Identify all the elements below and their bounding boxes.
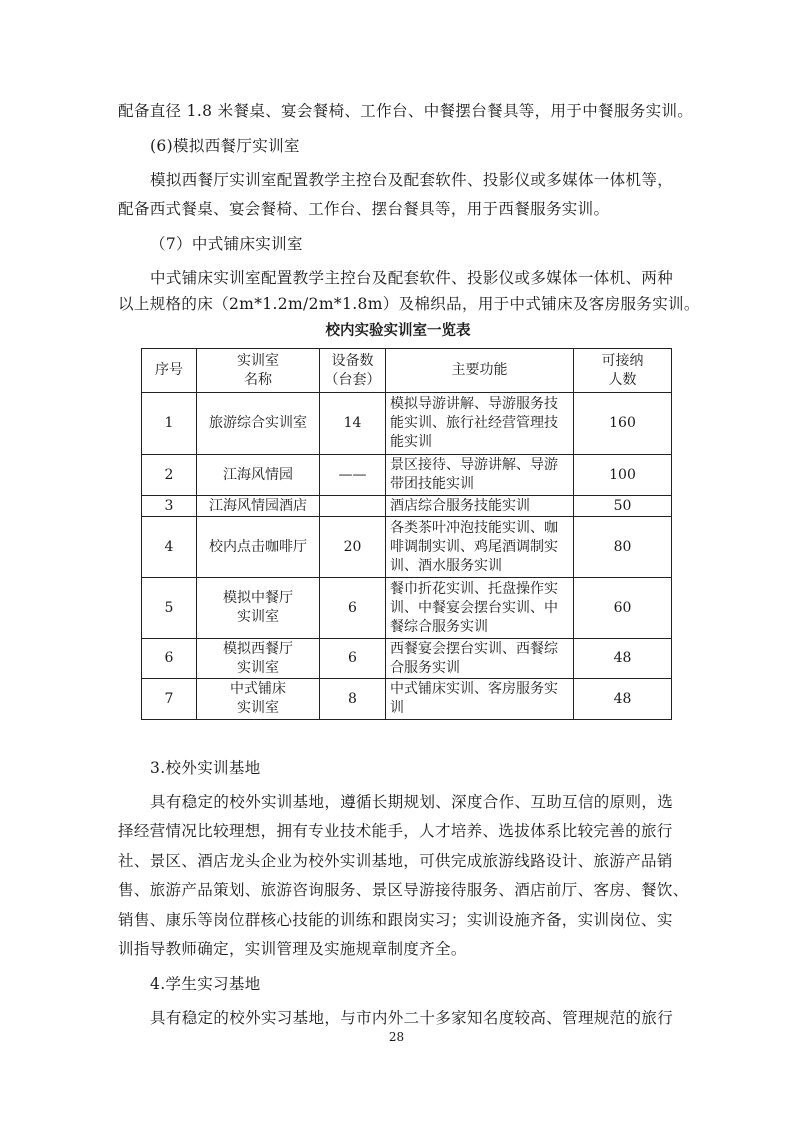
table-row (142, 393, 672, 455)
cell-no: 2 (142, 455, 197, 496)
table-row (142, 455, 672, 496)
page-number: 28 (388, 1030, 405, 1044)
cell-devices: —— (320, 455, 386, 496)
section3-line: 社、景区、酒店龙头企业为校外实训基地，可供完成旅游线路设计、旅游产品销 (118, 852, 673, 870)
section3-heading: 3.校外实训基地 (150, 759, 261, 777)
cell-devices: 8 (320, 679, 386, 720)
cell-no: 6 (142, 639, 197, 679)
cell-name: 中式铺床 实训室 (197, 679, 320, 720)
header-functions: 主要功能 (386, 349, 574, 393)
cell-name: 校内点击咖啡厅 (197, 517, 320, 578)
paragraph-6-line1: 模拟西餐厅实训室配置教学主控台及配套软件、投影仪或多媒体一体机等， (150, 171, 674, 189)
section4-line: 具有稳定的校外实习基地，与市内外二十多家知名度较高、管理规范的旅行 (150, 1009, 674, 1027)
cell-capacity: 160 (574, 393, 672, 455)
cell-name: 模拟西餐厅 实训室 (197, 639, 320, 679)
paragraph-7-line1: 中式铺床实训室配置教学主控台及配套软件、投影仪或多媒体一体机、两种 (150, 269, 674, 287)
cell-capacity: 48 (574, 679, 672, 720)
section3-line: 售、旅游产品策划、旅游咨询服务、景区导游接待服务、酒店前厅、客房、餐饮、 (118, 881, 689, 899)
section3-line: 具有稳定的校外实训基地，遵循长期规划、深度合作、互助互信的原则，选 (150, 793, 674, 811)
cell-functions: 酒店综合服务技能实训 (386, 496, 574, 517)
table-caption: 校内实验实训室一览表 (325, 323, 471, 339)
cell-capacity: 60 (574, 578, 672, 639)
header-name: 实训室 名称 (197, 349, 320, 393)
paragraph-p1: 配备直径 1.8 米餐桌、宴会餐椅、工作台、中餐摆台餐具等，用于中餐服务实训。 (118, 102, 694, 120)
header-capacity: 可接纳 人数 (574, 349, 672, 393)
table-row (142, 679, 672, 720)
section3-line: 销售、康乐等岗位群核心技能的训练和跟岗实习；实训设施齐备，实训岗位、实 (118, 911, 673, 929)
cell-functions: 景区接待、导游讲解、导游 带团技能实训 (386, 455, 574, 496)
cell-functions: 模拟导游讲解、导游服务技 能实训、旅行社经营管理技 能实训 (386, 393, 574, 455)
cell-capacity: 48 (574, 639, 672, 679)
cell-no: 4 (142, 517, 197, 578)
cell-devices (320, 496, 386, 517)
cell-capacity: 80 (574, 517, 672, 578)
cell-devices: 6 (320, 639, 386, 679)
subheading-7: （7）中式铺床实训室 (150, 235, 303, 253)
table-row (142, 496, 672, 517)
cell-devices: 20 (320, 517, 386, 578)
table-row (142, 639, 672, 679)
cell-capacity: 100 (574, 455, 672, 496)
cell-capacity: 50 (574, 496, 672, 517)
cell-no: 3 (142, 496, 197, 517)
paragraph-6-line2: 配备西式餐桌、宴会餐椅、工作台、摆台餐具等，用于西餐服务实训。 (118, 200, 610, 218)
cell-functions: 中式铺床实训、客房服务实 训 (386, 679, 574, 720)
subheading-6: (6)模拟西餐厅实训室 (150, 137, 300, 155)
lab-table (141, 348, 672, 720)
section3-line: 择经营情况比较理想，拥有专业技术能手，人才培养、选拔体系比较完善的旅行 (118, 822, 673, 840)
cell-name: 模拟中餐厅 实训室 (197, 578, 320, 639)
table-row (142, 578, 672, 639)
cell-devices: 6 (320, 578, 386, 639)
cell-devices: 14 (320, 393, 386, 455)
paragraph-7-line2: 以上规格的床（2m*1.2m/2m*1.8m）及棉织品，用于中式铺床及客房服务实训。 (118, 295, 700, 313)
cell-name: 旅游综合实训室 (197, 393, 320, 455)
table-row (142, 517, 672, 578)
section3-line: 训指导教师确定，实训管理及实施规章制度齐全。 (118, 940, 467, 958)
cell-name: 江海风情园 (197, 455, 320, 496)
cell-functions: 餐巾折花实训、托盘操作实 训、中餐宴会摆台实训、中 餐综合服务实训 (386, 578, 574, 639)
cell-no: 7 (142, 679, 197, 720)
cell-name: 江海风情园酒店 (197, 496, 320, 517)
table-header-row (142, 349, 672, 393)
header-no: 序号 (142, 349, 197, 393)
cell-functions: 各类茶叶冲泡技能实训、咖 啡调制实训、鸡尾酒调制实 训、酒水服务实训 (386, 517, 574, 578)
header-devices: 设备数 （台套） (320, 349, 386, 393)
cell-no: 1 (142, 393, 197, 455)
cell-functions: 西餐宴会摆台实训、西餐综 合服务实训 (386, 639, 574, 679)
section4-heading: 4.学生实习基地 (150, 975, 261, 993)
cell-no: 5 (142, 578, 197, 639)
